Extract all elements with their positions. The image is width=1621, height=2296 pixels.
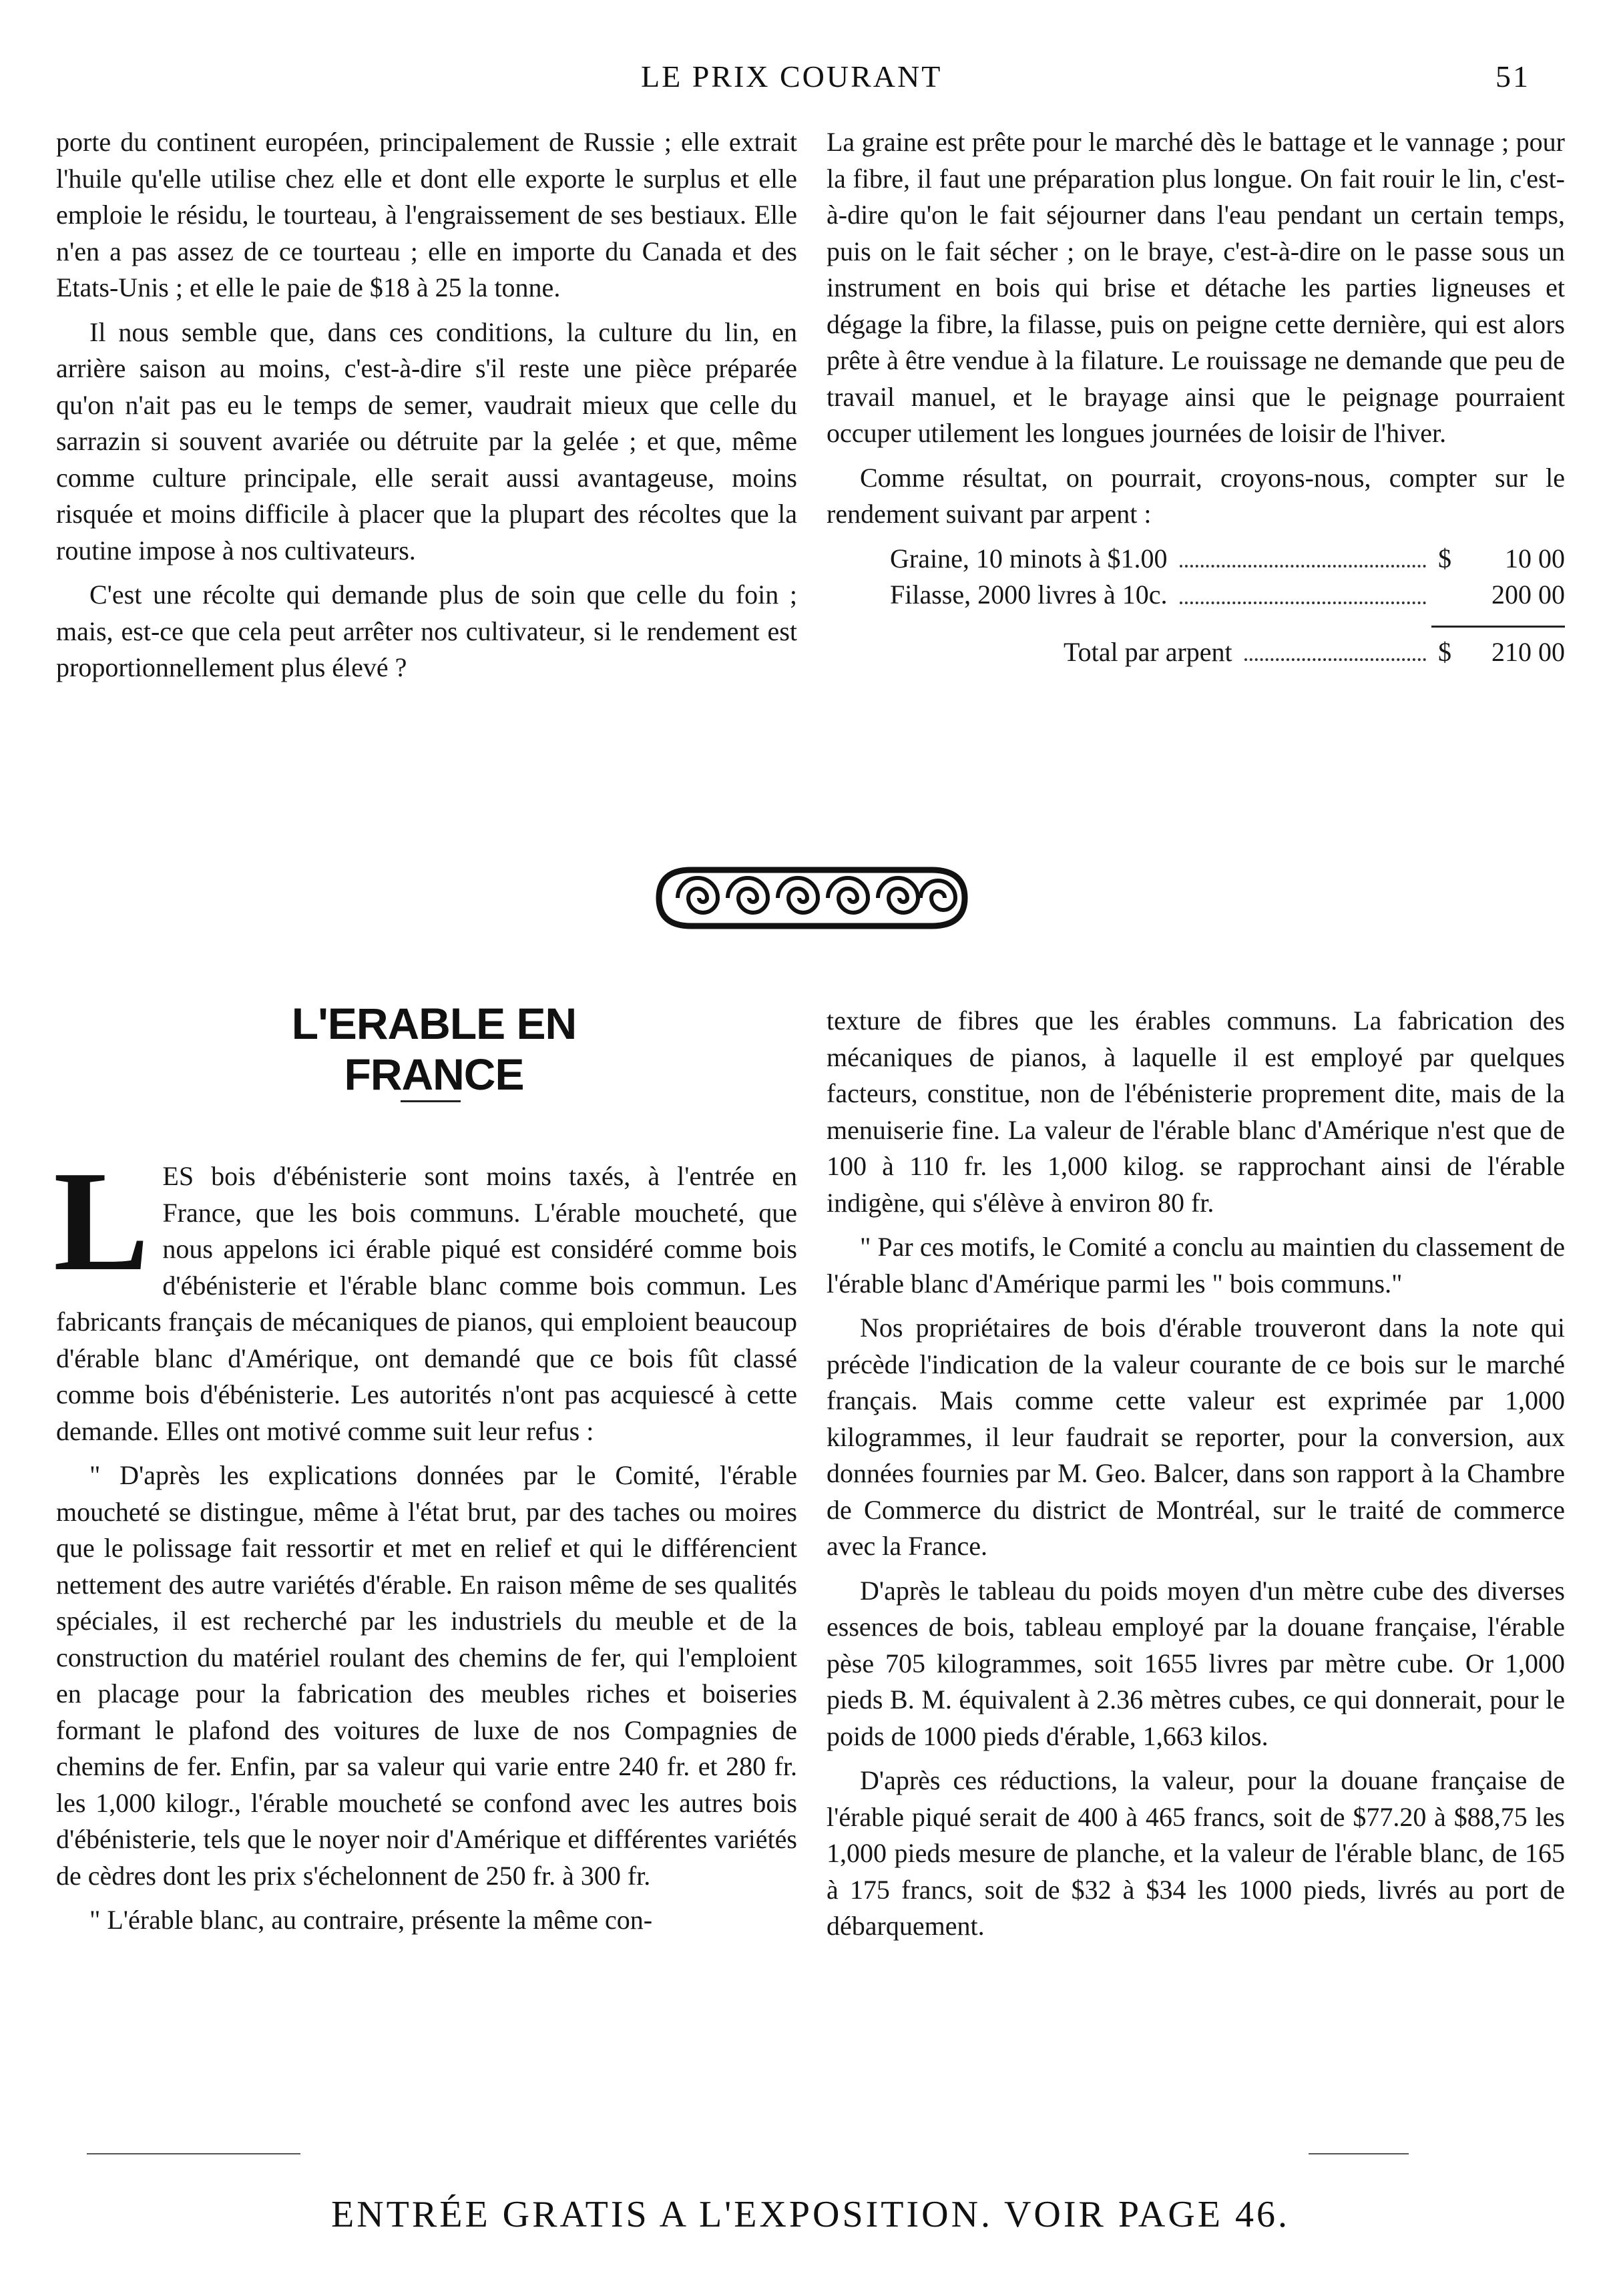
top-left-column [56,124,797,694]
amount: 210 00 [1491,636,1565,667]
top-right-column [827,124,1565,670]
drop-cap: L [53,1141,150,1301]
amount: 200 00 [1491,580,1565,610]
yield-label: Filasse, 2000 livres à 10c. [890,580,1168,610]
paragraph: Nos propriétaires de bois d'érable trouveront dans la note qui précède l'indication de la valeur courante de ce bois sur le marché français. Mais comme cette valeur est exprimée par 1,000 kilogrammes, il leur faudrait se reporter, pour la conversion, aux données fournies par M. Geo. Balcer, dans son rapport à la Chambre de Commerce du district de Montréal, sur le traité de commerce avec la France. [827,1313,1565,1561]
paragraph: C'est une récolte qui demande plus de soin que celle du foin ; mais, est-ce que cela peut arrêter nos cultivateur, si le rendement est proportionnellement plus élevé ? [56,580,797,682]
paragraph: Il nous semble que, dans ces conditions, la culture du lin, en arrière saison au moins, c'est-à-dire s'il reste une pièce préparée qu'on n'ait pas eu le temps de semer, vaudrait mieux que celle du sarrazin si souvent avariée ou détruite par la gelée ; et que, même comme culture principale, elle serait aussi avantageuse, moins risquée et moins difficile à placer que la plupart des récoltes que la routine impose à nos cultivateurs. [56,316,797,565]
yield-row [890,541,1565,578]
paragraph: " D'après les explications données par le Comité, l'érable moucheté se distingue, même à l'état brut, par des taches ou moires que le polissage fait ressortir et met en relief et qui le différencient nettement des autre variétés d'érable. En raison même de ses qualités spéciales, il est recherché par les industriels du meuble et de la construction du matériel roulant des chemins de fer, qui l'emploient en placage pour la fabrication des meubles riches et boiseries formant le plafond des voitures de luxe de nos Compagnies de chemins de fer. Enfin, par sa valeur qui varie entre 240 fr. et 280 fr. les 1,000 kilogr., l'érable moucheté se confond avec les autres bois d'ébénisterie, tels que le noyer noir d'Amérique et différentes variétés de cèdres dont les prix s'échelonnent de 250 fr. à 300 fr. [56,1460,797,1891]
article-left-column [53,1141,797,1947]
paragraph: porte du continent européen, principalement de Russie ; elle extrait l'huile qu'elle utilise chez elle et dont elle exporte le surplus et elle emploie le résidu, le tourteau, à l'engraissement de ses bestiaux. Elle n'en a pas assez de ce tourteau ; elle en importe du Canada et des Etats-Unis ; et elle le paie de $18 à 25 la tonne. [56,127,797,302]
page-number: 51 [1495,59,1530,93]
paragraph: D'après le tableau du poids moyen d'un mètre cube des diverses essences de bois, tableau employé par la douane française, l'érable pèse 705 kilogrammes, soit 1655 livres par mètre cube. Or 1,000 pieds B. M. équivalent à 2.36 mètres cubes, ce qui donnerait, pour le poids de 1000 pieds d'érable, 1,663 kilos. [827,1575,1565,1751]
currency: $ [1438,543,1451,573]
footer-notice: ENTRÉE GRATIS A L'EXPOSITION. VOIR PAGE 46. [331,2194,1290,2235]
paragraph: Comme résultat, on pourrait, croyons-nous, compter sur le rendement suivant par arpent : [827,462,1565,529]
article-right-column [827,1003,1565,1953]
paragraph: La graine est prête pour le marché dès le battage et le vannage ; pour la fibre, il faut une préparation plus longue. On fait rouir le lin, c'est-à-dire qu'on le fait séjourner dans l'eau pendant un certain temps, puis on le fait sécher ; on le braye, c'est-à-dire on le passe sous un instrument en bois qui brise et détache les parties ligneuses et dégage la fibre, la filasse, puis on peigne cette dernière, qui est alors prête à être vendue à la filature. Le rouissage ne demande que peu de travail manuel, et le brayage ainsi que le peignage pourraient occuper utilement les longues journées de loisir de l'hiver. [827,127,1565,448]
title-rule [401,1100,461,1102]
paragraph: texture de fibres que les érables communs. La fabrication des mécaniques de pianos, à laquelle il est employé par quelques facteurs, constitue, non de l'ébénisterie proprement dite, mais de la menuiserie fine. La valeur de l'érable blanc d'Amérique n'est que de 100 à 110 fr. les 1,000 kilog. se rapprochant ainsi de l'érable indigène, qui s'élève à environ 80 fr. [827,1005,1565,1218]
amount: 10 00 [1505,543,1565,573]
running-head: LE PRIX COURANT [641,59,943,93]
total-row [1064,634,1565,671]
dot-leader [1180,565,1427,567]
dot-leader [1180,602,1427,604]
yield-label: Graine, 10 minots à $1.00 [890,543,1168,573]
bottom-rule [1309,2153,1409,2154]
article-title: L'ERABLE EN FRANCE [291,999,577,1099]
paragraph: " Par ces motifs, le Comité a conclu au maintien du classement de l'érable blanc d'Amérique parmi les " bois communs." [827,1232,1565,1299]
paragraph: D'après ces réductions, la valeur, pour la douane française de l'érable piqué serait de 400 à 465 francs, soit de $77.20 à $88,75 les 1,000 pieds mesure de planche, et la valeur de l'érable blanc, de 165 à 175 francs, soit de $32 à $34 les 1000 pieds, livrés au port de débarquement. [827,1765,1565,1941]
currency: $ [1438,636,1451,667]
yield-table [890,541,1565,671]
dot-leader [1244,658,1426,661]
total-label: Total par arpent [1064,636,1232,667]
total-rule [1431,626,1565,628]
bottom-rule [87,2153,300,2154]
lead-paragraph [53,1141,797,1449]
paragraph: " L'érable blanc, au contraire, présente la même con- [89,1905,653,1935]
lead-paragraph-text: ES bois d'ébénisterie sont moins taxés, à l'entrée en France, que les bois communs. L'érable moucheté, que nous appelons ici érable piqué est considéré comme bois d'ébénisterie et l'érable blanc comme bois commun. Les fabricants français de mécaniques de pianos, qui emploient beaucoup d'érable blanc d'Amérique, ont demandé que ce bois fût classé comme bois d'ébénisterie. Les autorités n'ont pas acquiescé à cette demande. Elles ont motivé comme suit leur refus : [56,1161,797,1446]
spiral-ornament [651,865,970,931]
yield-row [890,577,1565,614]
